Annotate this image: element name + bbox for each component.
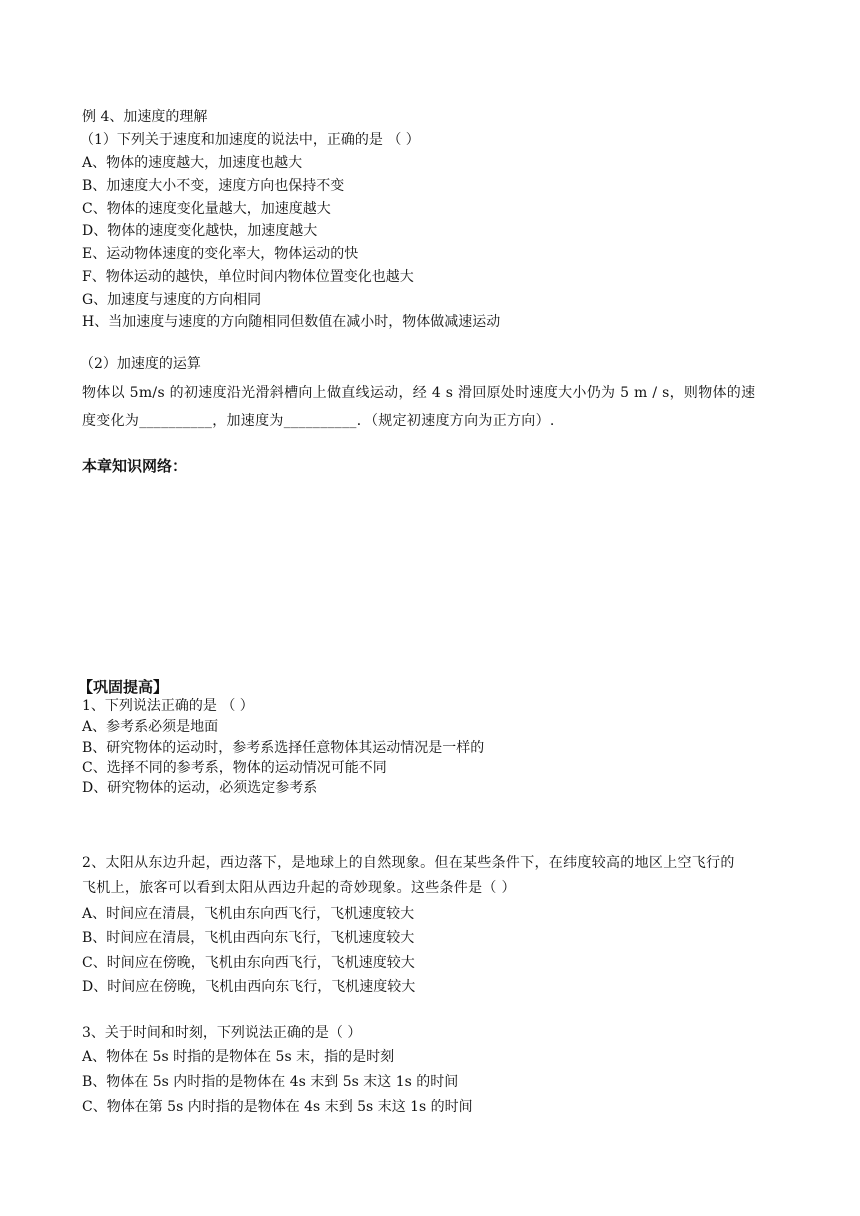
q3-stem: 3、关于时间和时刻，下列说法正确的是（ ） [82,1025,362,1041]
q1-stem: 1、下列说法正确的是 （ ） [82,698,254,714]
example4-option-f: F、物体运动的越快，单位时间内物体位置变化也越大 [82,269,414,285]
q1-option-b: B、研究物体的运动时，参考系选择任意物体其运动情况是一样的 [82,740,485,756]
example4-option-c: C、物体的速度变化量越大，加速度越大 [82,201,331,217]
q3-option-b: B、物体在 5s 内时指的是物体在 4s 末到 5s 末这 1s 的时间 [82,1074,459,1090]
q3-option-a: A、物体在 5s 时指的是物体在 5s 末，指的是时刻 [82,1049,395,1065]
q2-option-a: A、时间应在清晨，飞机由东向西飞行，飞机速度较大 [82,906,415,922]
example4-option-h: H、当加速度与速度的方向随相同但数值在减小时，物体做减速运动 [82,314,501,330]
q2-option-b: B、时间应在清晨，飞机由西向东飞行，飞机速度较大 [82,930,415,946]
example4-title: 例 4、加速度的理解 [82,109,208,125]
q1-option-d: D、研究物体的运动，必须选定参考系 [82,780,318,796]
example4-option-a: A、物体的速度越大，加速度也越大 [82,155,303,171]
q2-option-d: D、时间应在傍晚，飞机由西向东飞行，飞机速度较大 [82,979,416,995]
q2-stem-line2: 飞机上，旅客可以看到太阳从西边升起的奇妙现象。这些条件是（ ） [82,880,516,896]
q2-option-c: C、时间应在傍晚，飞机由东向西飞行，飞机速度较大 [82,955,415,971]
q3-option-c: C、物体在第 5s 内时指的是物体在 4s 末到 5s 末这 1s 的时间 [82,1099,473,1115]
network-title: 本章知识网络： [82,457,188,475]
q2-stem-line1: 2、太阳从东边升起，西边落下，是地球上的自然现象。但在某些条件下，在纬度较高的地区上空飞行的 [82,855,735,871]
example4-part1-question: （1）下列关于速度和加速度的说法中，正确的是 （ ） [80,132,420,148]
example4-option-b: B、加速度大小不变，速度方向也保持不变 [82,178,345,194]
q1-option-a: A、参考系必须是地面 [82,719,219,735]
example4-part2-title: （2）加速度的运算 [80,356,201,372]
example4-option-d: D、物体的速度变化越快，加速度越大 [82,223,318,239]
example4-option-g: G、加速度与速度的方向相同 [82,292,262,308]
example4-part2-line2: 度变化为__________，加速度为__________．（规定初速度方向为正方向）. [82,413,555,429]
example4-part2-line1: 物体以 5m/s 的初速度沿光滑斜槽向上做直线运动，经 4 s 滑回原处时速度大小仍为 5 m / s，则物体的速 [82,385,756,401]
example4-option-e: E、运动物体速度的变化率大，物体运动的快 [82,246,359,262]
q1-option-c: C、选择不同的参考系，物体的运动情况可能不同 [82,760,387,776]
consolidate-title: 【巩固提高】 [78,678,169,696]
